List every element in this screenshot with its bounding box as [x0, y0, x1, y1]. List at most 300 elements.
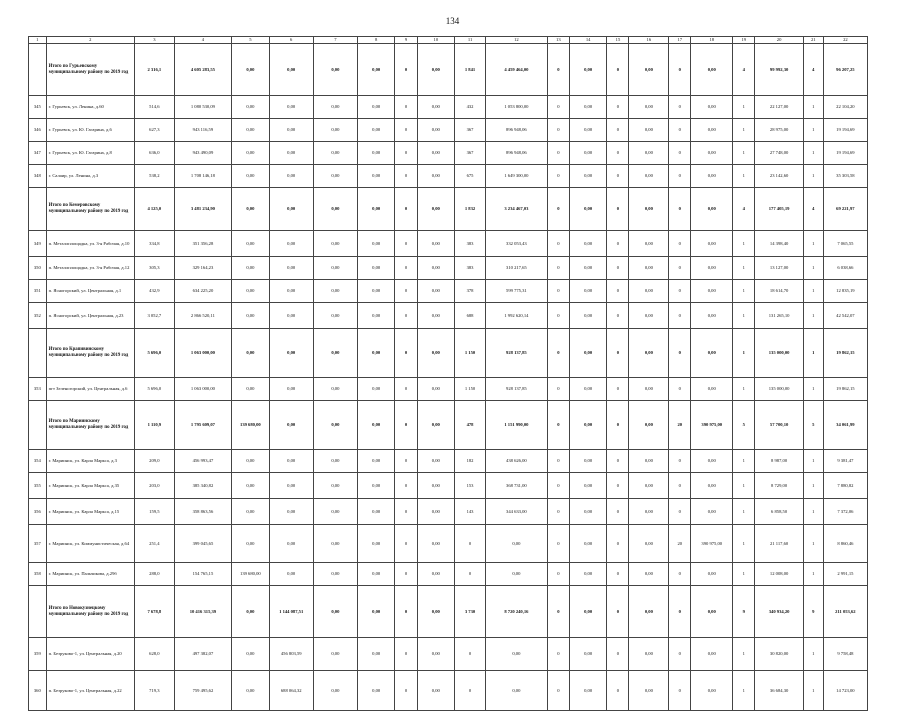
value-cell: 628,0 [134, 638, 174, 671]
value-cell: 0,00 [691, 231, 733, 257]
value-cell: 19 862,15 [823, 378, 867, 401]
value-cell: 0,00 [357, 231, 395, 257]
value-cell: 0,00 [629, 586, 669, 638]
value-cell: 1 [803, 257, 823, 280]
value-cell: 497 382,07 [174, 638, 231, 671]
value-cell: 675 [455, 165, 486, 188]
value-cell: 1 992 620,14 [485, 303, 547, 329]
value-cell: 1 841 [455, 44, 486, 96]
value-cell: 5 696,0 [134, 378, 174, 401]
value-cell: 634 225,20 [174, 280, 231, 303]
value-cell: 5 [733, 401, 755, 450]
value-cell: 0 [547, 329, 569, 378]
row-number-cell: 356 [29, 499, 47, 525]
value-cell: 0 [395, 44, 417, 96]
value-cell: 1 063 000,00 [174, 329, 231, 378]
value-cell: 1 [733, 638, 755, 671]
value-cell: 1 150 [455, 329, 486, 378]
column-number: 9 [395, 37, 417, 44]
address-cell: г. Мариинск, ул. Карла Маркса, д.15 [46, 499, 134, 525]
value-cell: 0 [395, 525, 417, 563]
row-number-cell [29, 586, 47, 638]
value-cell: 0,00 [629, 473, 669, 499]
value-cell: 96 207,25 [823, 44, 867, 96]
value-cell: 367 [455, 142, 486, 165]
value-cell: 0,00 [691, 671, 733, 711]
value-cell: 1 [803, 142, 823, 165]
value-cell: 19 194,69 [823, 142, 867, 165]
value-cell: 1 [733, 303, 755, 329]
value-cell: 0,00 [313, 586, 357, 638]
address-cell: г. Мариинск, ул. Карла Маркса, д.3 [46, 450, 134, 473]
address-cell: г. Гурьевск, ул. Ю. Гагарина, д.8 [46, 142, 134, 165]
value-cell: 0,00 [485, 671, 547, 711]
value-cell: 0 [547, 450, 569, 473]
value-cell: 0,00 [232, 303, 270, 329]
value-cell: 9 758,48 [823, 638, 867, 671]
value-cell: 0,00 [313, 44, 357, 96]
value-cell: 0,00 [357, 303, 395, 329]
value-cell: 0,00 [629, 257, 669, 280]
value-cell: 0,00 [417, 231, 455, 257]
row-number-cell: 358 [29, 563, 47, 586]
value-cell: 1 [803, 638, 823, 671]
value-cell: 0,00 [232, 165, 270, 188]
value-cell: 0,00 [691, 44, 733, 96]
row-number-cell [29, 44, 47, 96]
value-cell: 6 858,50 [755, 499, 804, 525]
value-cell: 177 405,19 [755, 188, 804, 231]
value-cell: 0,00 [629, 499, 669, 525]
value-cell: 305,3 [134, 257, 174, 280]
value-cell: 0 [607, 142, 629, 165]
value-cell: 14 398,40 [755, 231, 804, 257]
value-cell: 0 [547, 165, 569, 188]
value-cell: 478 [455, 401, 486, 450]
column-number: 4 [174, 37, 231, 44]
value-cell: 0,00 [417, 303, 455, 329]
value-cell: 367 [455, 119, 486, 142]
value-cell: 0 [669, 638, 691, 671]
address-cell: п. Металлплощадка, ул. 3-я Рабочая, д.12 [46, 257, 134, 280]
value-cell: 0,00 [313, 165, 357, 188]
value-cell: 0,00 [269, 378, 313, 401]
value-cell: 0 [669, 119, 691, 142]
value-cell: 4 [733, 44, 755, 96]
value-cell: 23 142,60 [755, 165, 804, 188]
value-cell: 0,00 [357, 142, 395, 165]
value-cell: 0 [669, 280, 691, 303]
value-cell: 0,00 [629, 671, 669, 711]
table-row [29, 96, 868, 119]
value-cell: 0 [669, 257, 691, 280]
value-cell: 0 [607, 499, 629, 525]
value-cell: 0,00 [629, 303, 669, 329]
value-cell: 0,00 [691, 586, 733, 638]
row-number-cell: 355 [29, 473, 47, 499]
value-cell: 22 127,00 [755, 96, 804, 119]
value-cell: 0,00 [417, 257, 455, 280]
value-cell: 0 [395, 378, 417, 401]
value-cell: 0 [455, 638, 486, 671]
value-cell: 0,00 [417, 119, 455, 142]
value-cell: 1 [733, 378, 755, 401]
value-cell: 943 490,09 [174, 142, 231, 165]
value-cell: 0,00 [232, 586, 270, 638]
value-cell: 340 934,20 [755, 586, 804, 638]
value-cell: 456 803,59 [269, 638, 313, 671]
value-cell: 0,00 [485, 638, 547, 671]
value-cell: 0,00 [313, 638, 357, 671]
value-cell: 0 [607, 257, 629, 280]
value-cell: 0,00 [313, 401, 357, 450]
value-cell: 159,5 [134, 499, 174, 525]
subtotal-row [29, 188, 868, 231]
value-cell: 10 416 315,39 [174, 586, 231, 638]
value-cell: 1 [733, 450, 755, 473]
value-cell: 0 [395, 142, 417, 165]
value-cell: 0,00 [569, 638, 607, 671]
value-cell: 1 [803, 525, 823, 563]
value-cell: 1 [803, 499, 823, 525]
value-cell: 310 217,65 [485, 257, 547, 280]
address-cell: п. Безруково-1, ул. Центральная, д.20 [46, 638, 134, 671]
value-cell: 0 [547, 280, 569, 303]
value-cell: 1 151 990,00 [485, 401, 547, 450]
value-cell: 0,00 [417, 563, 455, 586]
value-cell: 0,00 [629, 44, 669, 96]
value-cell: 0 [607, 450, 629, 473]
value-cell: 139 680,00 [232, 563, 270, 586]
value-cell: 0 [395, 165, 417, 188]
address-cell: п. Металлплощадка, ул. 3-я Рабочая, д.10 [46, 231, 134, 257]
table-row [29, 257, 868, 280]
value-cell: 1 080 530,09 [174, 96, 231, 119]
address-cell: г. Мариинск, ул. Карла Маркса, д.35 [46, 473, 134, 499]
value-cell: 0,00 [417, 450, 455, 473]
value-cell: 0,00 [691, 188, 733, 231]
value-cell: 0,00 [569, 378, 607, 401]
value-cell: 0,00 [629, 450, 669, 473]
value-cell: 0,00 [629, 231, 669, 257]
value-cell: 0,00 [569, 329, 607, 378]
value-cell: 0 [547, 142, 569, 165]
value-cell: 0,00 [357, 638, 395, 671]
value-cell: 0 [669, 231, 691, 257]
table-row [29, 231, 868, 257]
value-cell: 0,00 [357, 671, 395, 711]
value-cell: 1 053 800,00 [485, 96, 547, 119]
value-cell: 0,00 [629, 329, 669, 378]
value-cell: 0,00 [629, 188, 669, 231]
value-cell: 0,00 [232, 142, 270, 165]
value-cell: 0 [395, 473, 417, 499]
value-cell: 1 [803, 450, 823, 473]
value-cell: 3 234 467,03 [485, 188, 547, 231]
value-cell: 0 [607, 119, 629, 142]
value-cell: 0,00 [269, 44, 313, 96]
value-cell: 0,00 [417, 280, 455, 303]
value-cell: 383 [455, 257, 486, 280]
subtotal-row [29, 586, 868, 638]
value-cell: 0,00 [232, 44, 270, 96]
value-cell: 19 862,15 [823, 329, 867, 378]
value-cell: 0,00 [417, 142, 455, 165]
column-number: 16 [629, 37, 669, 44]
value-cell: 0,00 [357, 401, 395, 450]
value-cell: 27 748,00 [755, 142, 804, 165]
value-cell: 1 [733, 165, 755, 188]
value-cell: 7 880,82 [823, 473, 867, 499]
value-cell: 0,00 [313, 671, 357, 711]
value-cell: 0,00 [357, 165, 395, 188]
value-cell: 0 [547, 525, 569, 563]
value-cell: 34 061,99 [823, 401, 867, 450]
value-cell: 0 [669, 563, 691, 586]
value-cell: 1 [733, 499, 755, 525]
table-row [29, 525, 868, 563]
value-cell: 0,00 [691, 303, 733, 329]
value-cell: 0,00 [417, 165, 455, 188]
value-cell: 1 [733, 280, 755, 303]
address-cell: г. Мариинск, ул. Пальчикова, д.29б [46, 563, 134, 586]
column-number: 3 [134, 37, 174, 44]
value-cell: 378 [455, 280, 486, 303]
value-cell: 0 [395, 499, 417, 525]
value-cell: 0,00 [691, 257, 733, 280]
value-cell: 1 [803, 473, 823, 499]
value-cell: 0 [669, 586, 691, 638]
value-cell: 383 [455, 231, 486, 257]
value-cell: 538,2 [134, 165, 174, 188]
column-number: 2 [46, 37, 134, 44]
value-cell: 0,00 [569, 563, 607, 586]
value-cell: 8 860,46 [823, 525, 867, 563]
value-cell: 0 [669, 499, 691, 525]
value-cell: 0 [547, 671, 569, 711]
value-cell: 4 [803, 44, 823, 96]
value-cell: 0 [669, 450, 691, 473]
table-row [29, 671, 868, 711]
value-cell: 0,00 [232, 119, 270, 142]
value-cell: 0 [395, 671, 417, 711]
value-cell: 1 [803, 231, 823, 257]
value-cell: 1 [733, 142, 755, 165]
value-cell: 28 975,00 [755, 119, 804, 142]
value-cell: 0 [669, 165, 691, 188]
value-cell: 1 [733, 119, 755, 142]
value-cell: 0,00 [269, 96, 313, 119]
value-cell: 390 975,00 [691, 525, 733, 563]
value-cell: 0,00 [569, 119, 607, 142]
value-cell: 358 863,56 [174, 499, 231, 525]
value-cell: 636,0 [134, 142, 174, 165]
value-cell: 0,00 [313, 329, 357, 378]
address-cell: Итого по Новокузнецкому муниципальному району по 2019 год [46, 586, 134, 638]
value-cell: 9 [803, 586, 823, 638]
address-cell: г. Гурьевск, ул. Ленина, д.60 [46, 96, 134, 119]
row-number-cell: 353 [29, 378, 47, 401]
value-cell: 0 [669, 96, 691, 119]
subtotal-row [29, 329, 868, 378]
value-cell: 0,00 [269, 257, 313, 280]
address-cell: пгт Зеленогорский, ул. Центральная, д.6 [46, 378, 134, 401]
value-cell: 0,00 [569, 231, 607, 257]
value-cell: 0,00 [357, 119, 395, 142]
value-cell: 30 820,00 [755, 638, 804, 671]
value-cell: 0 [607, 280, 629, 303]
value-cell: 943 116,59 [174, 119, 231, 142]
value-cell: 0 [547, 96, 569, 119]
value-cell: 334,8 [134, 231, 174, 257]
value-cell: 329 164,23 [174, 257, 231, 280]
value-cell: 0 [607, 188, 629, 231]
value-cell: 0,00 [232, 378, 270, 401]
value-cell: 0,00 [569, 499, 607, 525]
value-cell: 0,00 [629, 119, 669, 142]
value-cell: 0 [547, 638, 569, 671]
column-number: 11 [455, 37, 486, 44]
value-cell: 0 [669, 188, 691, 231]
value-cell: 0 [455, 525, 486, 563]
value-cell: 1 [803, 119, 823, 142]
value-cell: 0,00 [269, 165, 313, 188]
row-number-cell: 357 [29, 525, 47, 563]
address-cell: Итого по Гурьевскому муниципальному району по 2019 год [46, 44, 134, 96]
value-cell: 153 [455, 473, 486, 499]
column-number: 6 [269, 37, 313, 44]
table-row [29, 499, 868, 525]
value-cell: 1 [733, 96, 755, 119]
address-cell: г. Мариинск, ул. Коммунистическая, д.64 [46, 525, 134, 563]
value-cell: 0,00 [357, 257, 395, 280]
value-cell: 0,00 [313, 142, 357, 165]
value-cell: 288,0 [134, 563, 174, 586]
value-cell: 0,00 [232, 638, 270, 671]
value-cell: 385 340,82 [174, 473, 231, 499]
value-cell: 1 [733, 671, 755, 711]
value-cell: 0 [669, 671, 691, 711]
value-cell: 0 [669, 142, 691, 165]
value-cell: 0,00 [269, 142, 313, 165]
column-number: 14 [569, 37, 607, 44]
value-cell: 0,00 [691, 329, 733, 378]
value-cell: 0,00 [232, 96, 270, 119]
value-cell: 0 [547, 303, 569, 329]
row-number-cell: 345 [29, 96, 47, 119]
value-cell: 0,00 [269, 119, 313, 142]
value-cell: 1 110,9 [134, 401, 174, 450]
value-cell: 438 626,00 [485, 450, 547, 473]
table-row [29, 378, 868, 401]
address-cell: Итого по Мариинскому муниципальному району по 2019 год [46, 401, 134, 450]
column-number: 5 [232, 37, 270, 44]
value-cell: 0 [607, 671, 629, 711]
value-cell: 0,00 [313, 257, 357, 280]
row-number-cell: 351 [29, 280, 47, 303]
table-row [29, 280, 868, 303]
value-cell: 0,00 [357, 586, 395, 638]
value-cell: 1 [803, 280, 823, 303]
value-cell: 2 316,1 [134, 44, 174, 96]
value-cell: 135 000,00 [755, 378, 804, 401]
value-cell: 0,00 [357, 525, 395, 563]
value-cell: 0 [607, 563, 629, 586]
value-cell: 0,00 [232, 231, 270, 257]
column-number: 1 [29, 37, 47, 44]
value-cell: 1 [733, 525, 755, 563]
row-number-cell: 359 [29, 638, 47, 671]
value-cell: 0,00 [313, 378, 357, 401]
value-cell: 7 065,55 [823, 231, 867, 257]
value-cell: 19 194,69 [823, 119, 867, 142]
value-cell: 0,00 [269, 563, 313, 586]
row-number-cell: 352 [29, 303, 47, 329]
value-cell: 0,00 [691, 119, 733, 142]
value-cell: 0,00 [691, 473, 733, 499]
value-cell: 896 948,06 [485, 119, 547, 142]
row-number-cell: 348 [29, 165, 47, 188]
page-number: 134 [445, 16, 460, 26]
value-cell: 1 [733, 329, 755, 378]
value-cell: 0,00 [269, 473, 313, 499]
value-cell: 399 045,65 [174, 525, 231, 563]
value-cell: 0,00 [232, 450, 270, 473]
value-cell: 0,00 [691, 499, 733, 525]
value-cell: 2 991,15 [823, 563, 867, 586]
value-cell: 1 [803, 303, 823, 329]
value-cell: 0,00 [313, 563, 357, 586]
address-cell: п. Ясногорский, ул. Центральная, д.1 [46, 280, 134, 303]
value-cell: 0 [547, 473, 569, 499]
value-cell: 0,00 [313, 280, 357, 303]
value-cell: 0,00 [569, 671, 607, 711]
value-cell: 69 221,97 [823, 188, 867, 231]
value-cell: 599 775,31 [485, 280, 547, 303]
value-cell: 6 038,66 [823, 257, 867, 280]
value-cell: 0 [395, 119, 417, 142]
row-number-cell: 354 [29, 450, 47, 473]
value-cell: 0,00 [569, 188, 607, 231]
value-cell: 928 137,85 [485, 329, 547, 378]
value-cell: 0,00 [269, 231, 313, 257]
value-cell: 0,00 [691, 563, 733, 586]
value-cell: 0,00 [357, 96, 395, 119]
value-cell: 0 [669, 44, 691, 96]
value-cell: 0 [607, 378, 629, 401]
column-number: 10 [417, 37, 455, 44]
value-cell: 0,00 [629, 280, 669, 303]
value-cell: 0,00 [313, 499, 357, 525]
value-cell: 0 [395, 638, 417, 671]
value-cell: 0 [547, 563, 569, 586]
value-cell: 0,00 [269, 329, 313, 378]
value-cell: 0,00 [629, 638, 669, 671]
value-cell: 0,00 [357, 378, 395, 401]
row-number-cell: 360 [29, 671, 47, 711]
value-cell: 0,00 [232, 329, 270, 378]
value-cell: 0,00 [357, 563, 395, 586]
value-cell: 0,00 [629, 142, 669, 165]
value-cell: 0 [607, 473, 629, 499]
value-cell: 0 [607, 165, 629, 188]
value-cell: 0,00 [569, 525, 607, 563]
value-cell: 1 [803, 563, 823, 586]
value-cell: 0,00 [569, 586, 607, 638]
value-cell: 1 [803, 671, 823, 711]
value-cell: 0,00 [485, 563, 547, 586]
value-cell: 1 150 [455, 378, 486, 401]
